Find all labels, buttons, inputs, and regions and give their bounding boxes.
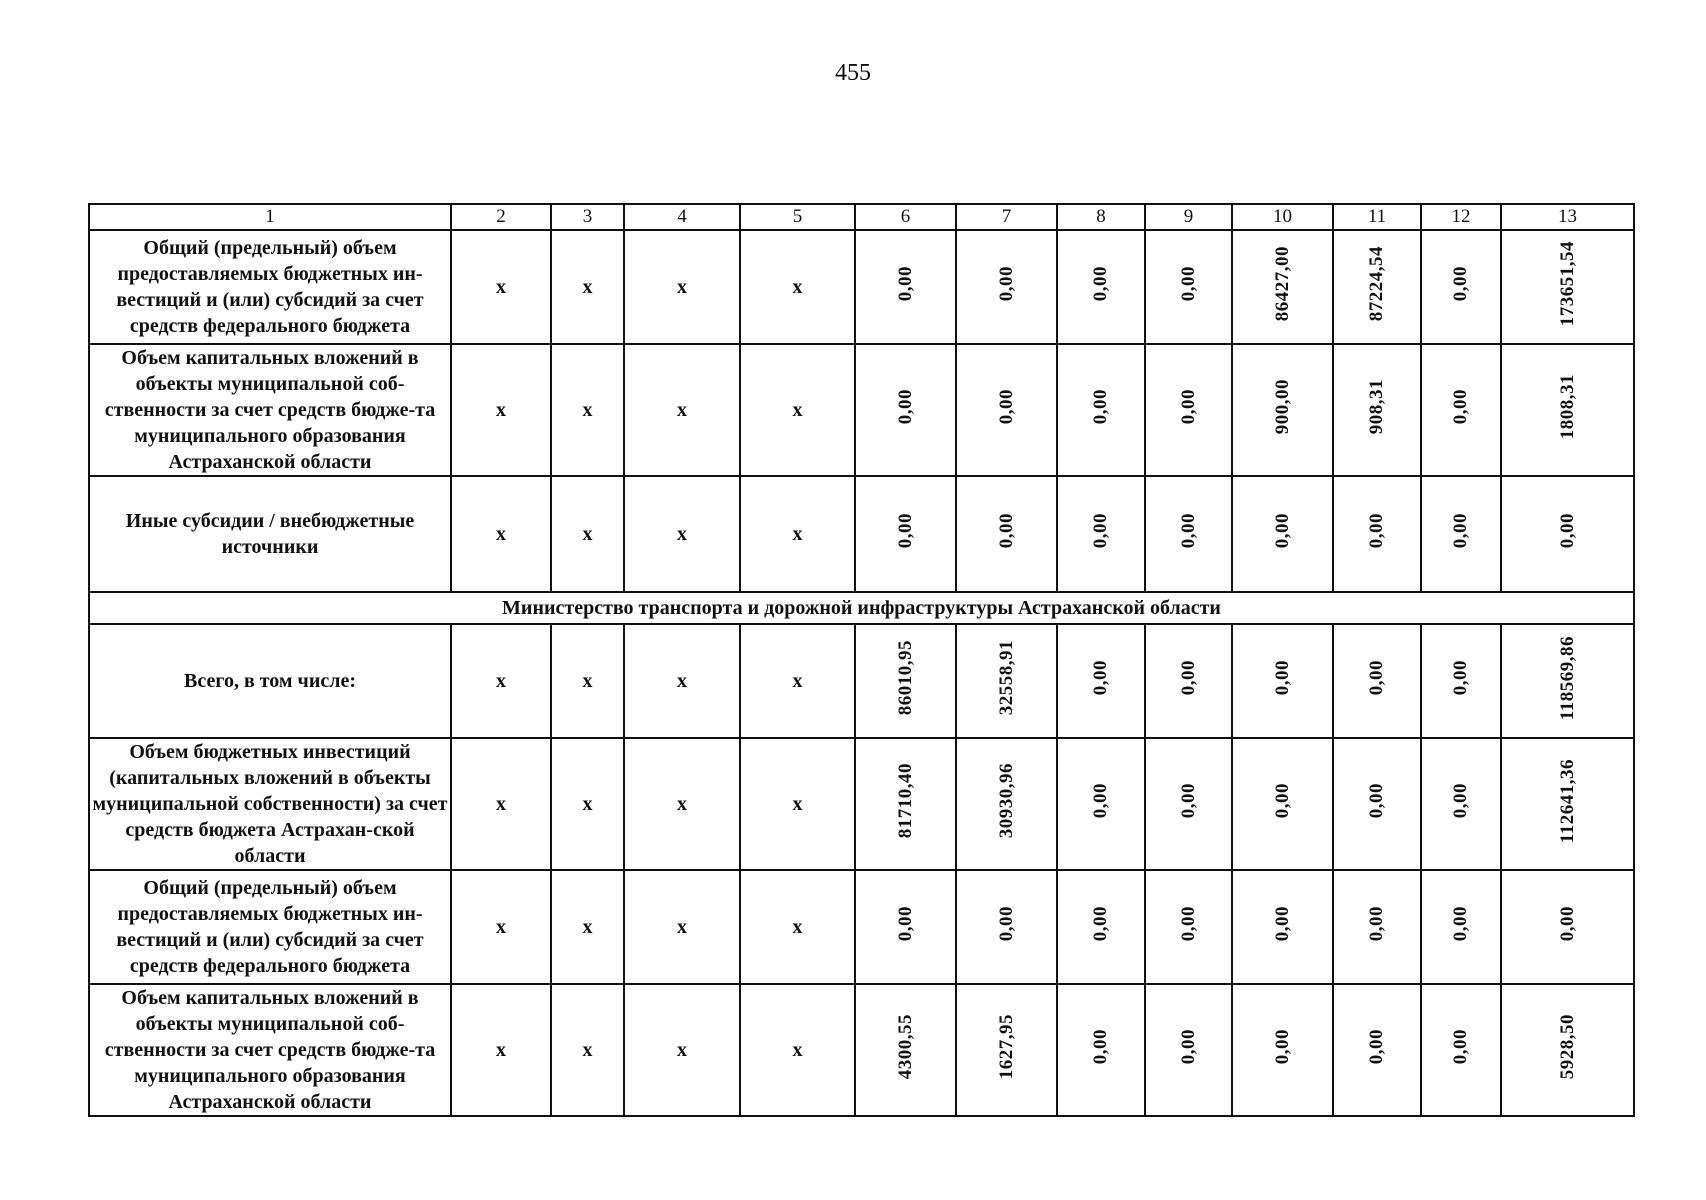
x-mark-cell: x xyxy=(451,870,551,984)
table-row xyxy=(89,230,1634,344)
row-label: Иные субсидии / внебюджетные источники xyxy=(89,476,451,592)
column-number-cell: 11 xyxy=(1333,204,1421,230)
value-cell xyxy=(1421,870,1501,984)
value-cell xyxy=(956,738,1057,870)
row-label: Объем капитальных вложений в объекты муниципальной соб-ственности за счет средств бюдже-та муниципального образования Астраханской области xyxy=(89,344,451,476)
value-text: 0,00 xyxy=(894,389,916,425)
table-row xyxy=(89,624,1634,738)
column-number-cell: 9 xyxy=(1145,204,1232,230)
value-text: 4300,55 xyxy=(894,1014,916,1080)
x-mark-cell: x xyxy=(624,344,740,476)
value-cell xyxy=(956,624,1057,738)
value-cell xyxy=(1421,624,1501,738)
x-mark-cell: x xyxy=(551,870,624,984)
value-cell xyxy=(956,344,1057,476)
value-text: 0,00 xyxy=(995,389,1017,425)
value-text: 0,00 xyxy=(1090,906,1111,942)
value-text: 0,00 xyxy=(1450,266,1471,302)
x-mark-cell: x xyxy=(551,230,624,344)
value-text: 0,00 xyxy=(1366,513,1387,549)
value-text: 0,00 xyxy=(995,513,1017,549)
x-mark-cell: x xyxy=(451,984,551,1116)
column-number-cell: 4 xyxy=(624,204,740,230)
x-mark-cell: x xyxy=(451,230,551,344)
value-text: 0,00 xyxy=(1450,783,1471,819)
value-text: 0,00 xyxy=(1271,513,1293,549)
value-cell xyxy=(1057,738,1145,870)
value-text: 86010,95 xyxy=(894,640,916,716)
value-cell xyxy=(1232,738,1333,870)
value-text: 0,00 xyxy=(1450,906,1471,942)
value-cell xyxy=(1057,476,1145,592)
table-row xyxy=(89,344,1634,476)
column-number-cell: 7 xyxy=(956,204,1057,230)
value-text: 0,00 xyxy=(1177,906,1199,942)
x-mark-cell: x xyxy=(451,476,551,592)
value-text: 0,00 xyxy=(1090,513,1111,549)
value-cell xyxy=(1232,984,1333,1116)
value-text: 5928,50 xyxy=(1556,1014,1578,1080)
x-mark-cell: x xyxy=(551,476,624,592)
column-number-cell: 1 xyxy=(89,204,451,230)
x-mark-cell: x xyxy=(624,870,740,984)
value-text: 0,00 xyxy=(1450,660,1471,696)
value-cell xyxy=(1421,344,1501,476)
x-mark-cell: x xyxy=(740,624,855,738)
x-mark-cell: x xyxy=(451,344,551,476)
value-text: 0,00 xyxy=(1450,513,1471,549)
value-cell xyxy=(1501,344,1634,476)
x-mark-cell: x xyxy=(624,738,740,870)
x-mark-cell: x xyxy=(740,870,855,984)
value-text: 0,00 xyxy=(1366,783,1387,819)
budget-table xyxy=(88,203,1635,1117)
value-cell xyxy=(855,870,956,984)
value-cell xyxy=(1057,870,1145,984)
row-label: Объем бюджетных инвестиций (капитальных вложений в объекты муниципальной собственности) за счет средств бюджета Астрахан-ской области xyxy=(89,738,451,870)
value-text: 0,00 xyxy=(1090,266,1111,302)
value-cell xyxy=(855,738,956,870)
value-text: 81710,40 xyxy=(894,763,916,839)
row-label: Объем капитальных вложений в объекты муниципальной соб-ственности за счет средств бюдже-та муниципального образования Астраханской области xyxy=(89,984,451,1116)
value-cell xyxy=(1333,738,1421,870)
value-cell xyxy=(1232,624,1333,738)
value-cell xyxy=(1501,476,1634,592)
value-text: 0,00 xyxy=(1090,1029,1111,1065)
x-mark-cell: x xyxy=(551,738,624,870)
x-mark-cell: x xyxy=(740,738,855,870)
value-text: 0,00 xyxy=(1177,266,1199,302)
value-text: 0,00 xyxy=(995,266,1017,302)
value-text: 0,00 xyxy=(995,906,1017,942)
value-cell xyxy=(1232,344,1333,476)
value-cell xyxy=(1232,870,1333,984)
row-label: Общий (предельный) объем предоставляемых бюджетных ин-вестиций и (или) субсидий за счет средств федерального бюджета xyxy=(89,870,451,984)
value-text: 0,00 xyxy=(1450,389,1471,425)
value-cell xyxy=(855,624,956,738)
value-text: 118569,86 xyxy=(1556,635,1578,721)
x-mark-cell: x xyxy=(551,344,624,476)
page-number: 455 xyxy=(835,60,871,86)
value-cell xyxy=(855,230,956,344)
value-cell xyxy=(1333,870,1421,984)
value-text: 173651,54 xyxy=(1556,241,1578,327)
column-number-cell: 6 xyxy=(855,204,956,230)
column-number-cell: 3 xyxy=(551,204,624,230)
value-cell xyxy=(1057,984,1145,1116)
value-text: 0,00 xyxy=(1556,906,1578,942)
value-cell xyxy=(1333,476,1421,592)
value-cell xyxy=(1333,984,1421,1116)
value-cell xyxy=(1501,984,1634,1116)
value-text: 0,00 xyxy=(1177,1029,1199,1065)
value-cell xyxy=(1232,230,1333,344)
x-mark-cell: x xyxy=(740,476,855,592)
table-row xyxy=(89,476,1634,592)
value-text: 32558,91 xyxy=(995,640,1017,716)
column-number-cell: 10 xyxy=(1232,204,1333,230)
value-cell xyxy=(1333,624,1421,738)
column-number-cell: 12 xyxy=(1421,204,1501,230)
x-mark-cell: x xyxy=(451,738,551,870)
x-mark-cell: x xyxy=(624,624,740,738)
value-cell xyxy=(1232,476,1333,592)
value-cell xyxy=(1421,984,1501,1116)
column-number-row xyxy=(89,204,1634,230)
value-cell xyxy=(1145,230,1232,344)
value-text: 0,00 xyxy=(1366,906,1387,942)
value-text: 0,00 xyxy=(894,266,916,302)
value-cell xyxy=(1057,230,1145,344)
value-text: 0,00 xyxy=(1090,660,1111,696)
column-number-cell: 8 xyxy=(1057,204,1145,230)
section-title: Министерство транспорта и дорожной инфраструктуры Астраханской области xyxy=(89,592,1634,624)
value-cell xyxy=(1333,230,1421,344)
x-mark-cell: x xyxy=(740,984,855,1116)
column-number-cell: 13 xyxy=(1501,204,1634,230)
x-mark-cell: x xyxy=(624,230,740,344)
x-mark-cell: x xyxy=(624,984,740,1116)
value-text: 0,00 xyxy=(1271,1029,1293,1065)
table-row xyxy=(89,738,1634,870)
value-cell xyxy=(1057,624,1145,738)
value-text: 0,00 xyxy=(1271,660,1293,696)
value-cell xyxy=(956,230,1057,344)
column-number-cell: 2 xyxy=(451,204,551,230)
value-text: 0,00 xyxy=(894,513,916,549)
value-cell xyxy=(1421,476,1501,592)
value-cell xyxy=(956,984,1057,1116)
value-cell xyxy=(1421,738,1501,870)
column-number-cell: 5 xyxy=(740,204,855,230)
value-text: 87224,54 xyxy=(1366,246,1387,322)
value-text: 1627,95 xyxy=(995,1014,1017,1080)
value-cell xyxy=(956,870,1057,984)
value-cell xyxy=(1057,344,1145,476)
value-text: 908,31 xyxy=(1366,379,1387,435)
row-label: Всего, в том числе: xyxy=(89,624,451,738)
value-text: 0,00 xyxy=(1177,513,1199,549)
value-cell xyxy=(1501,870,1634,984)
value-text: 112641,36 xyxy=(1556,758,1578,844)
x-mark-cell: x xyxy=(740,344,855,476)
value-text: 0,00 xyxy=(1366,1029,1387,1065)
value-text: 0,00 xyxy=(1090,783,1111,819)
value-text: 86427,00 xyxy=(1271,246,1293,322)
table-row xyxy=(89,870,1634,984)
value-cell xyxy=(1145,738,1232,870)
value-cell xyxy=(1145,476,1232,592)
value-cell xyxy=(855,476,956,592)
value-text: 900,00 xyxy=(1271,379,1293,435)
value-text: 0,00 xyxy=(1271,906,1293,942)
value-cell xyxy=(956,476,1057,592)
row-label: Общий (предельный) объем предоставляемых бюджетных ин-вестиций и (или) субсидий за счет средств федерального бюджета xyxy=(89,230,451,344)
value-text: 0,00 xyxy=(894,906,916,942)
x-mark-cell: x xyxy=(451,624,551,738)
value-cell xyxy=(1501,230,1634,344)
value-text: 0,00 xyxy=(1177,660,1199,696)
table-row xyxy=(89,984,1634,1116)
value-cell xyxy=(1501,624,1634,738)
value-cell xyxy=(855,344,956,476)
x-mark-cell: x xyxy=(624,476,740,592)
value-cell xyxy=(1145,984,1232,1116)
value-cell xyxy=(855,984,956,1116)
value-text: 0,00 xyxy=(1556,513,1578,549)
value-text: 0,00 xyxy=(1450,1029,1471,1065)
value-cell xyxy=(1501,738,1634,870)
value-text: 1808,31 xyxy=(1556,374,1578,440)
value-text: 0,00 xyxy=(1177,783,1199,819)
section-row xyxy=(89,592,1634,624)
value-text: 30930,96 xyxy=(995,763,1017,839)
x-mark-cell: x xyxy=(740,230,855,344)
value-text: 0,00 xyxy=(1271,783,1293,819)
value-text: 0,00 xyxy=(1177,389,1199,425)
value-cell xyxy=(1145,624,1232,738)
value-cell xyxy=(1333,344,1421,476)
value-text: 0,00 xyxy=(1366,660,1387,696)
value-cell xyxy=(1145,870,1232,984)
x-mark-cell: x xyxy=(551,984,624,1116)
x-mark-cell: x xyxy=(551,624,624,738)
value-cell xyxy=(1421,230,1501,344)
value-text: 0,00 xyxy=(1090,389,1111,425)
value-cell xyxy=(1145,344,1232,476)
